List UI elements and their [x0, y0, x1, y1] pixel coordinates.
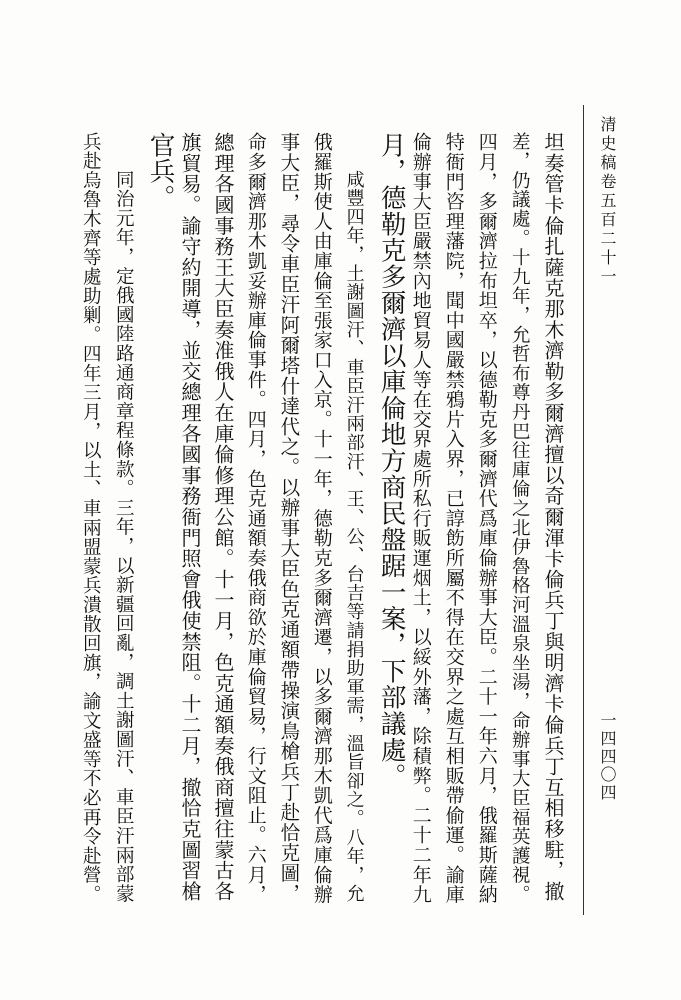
page-number: 一四四〇四 — [598, 712, 617, 802]
text-column-12: 旗貿易。諭守約開導，並交總理各國事務衙門照會俄使禁阻。十二月，撤恰克圖習槍 — [178, 132, 202, 902]
text-column-15: 兵赴烏魯木齊等處助剿。四年三月，以土、車兩盟蒙兵潰散回旗，諭文盛等不必再令赴營。 — [80, 132, 102, 904]
text-column-8: 俄羅斯使人由庫倫至張家口入京。十一年，德勒克多爾濟遷，以多爾濟那木凱代爲庫倫辦 — [310, 132, 333, 905]
text-column-3: 四月，多爾濟拉布坦卒，以德勒克多爾濟代爲庫倫辦事大臣。二十一年六月，俄羅斯薩納 — [475, 132, 498, 905]
text-column-1: 坦奏管卡倫扎薩克那木濟勒多爾濟擅以奇爾渾卡倫兵丁與明濟卡倫兵丁互相移駐，撤 — [541, 132, 565, 902]
text-column-2: 差，仍議處。十九年，允哲布尊丹巴往庫倫之北伊魯格河溫泉坐湯，命辦事大臣福英護視。 — [509, 132, 531, 904]
running-header-title: 清史稿卷五百二十一 — [598, 116, 617, 287]
text-column-7: 咸豐四年，土謝圖汗、車臣汗兩部汗、王、公、台吉等請捐助軍需，溫旨卻之。八年，允 — [343, 170, 365, 904]
text-column-14: 同治元年，定俄國陸路通商章程條款。三年，以新疆回亂，調土謝圖汗、車臣汗兩部蒙 — [113, 170, 135, 904]
text-column-10: 命多爾濟那木凱妥辦庫倫事件。四月，色克通額奏俄商欲於庫倫貿易，行文阻止。六月， — [244, 132, 267, 905]
text-column-13: 官兵。 — [145, 132, 176, 211]
text-column-11: 總理各國事務王大臣奏准俄人在庫倫修理公館。十一月，色克通額奏俄商擅往蒙古各 — [211, 132, 235, 902]
text-column-9: 事大臣，尋令車臣汗阿爾塔什達代之。以辦事大臣色克通額帶操演鳥槍兵丁赴恰克圖， — [277, 132, 301, 904]
text-column-4: 特衙門咨理藩院，聞中國嚴禁鴉片入界，已諄飭所屬不得在交界之處互相販帶偷運。諭庫 — [442, 132, 465, 905]
text-column-5: 倫辦事大臣嚴禁內地貿易人等在交界處所私行販運烟土，以綏外藩，除積弊。二十二年九 — [409, 132, 432, 905]
text-column-6: 月，德勒克多爾濟以庫倫地方商民盤踞一案，下部議處。 — [376, 132, 407, 790]
header-divider — [583, 105, 584, 915]
